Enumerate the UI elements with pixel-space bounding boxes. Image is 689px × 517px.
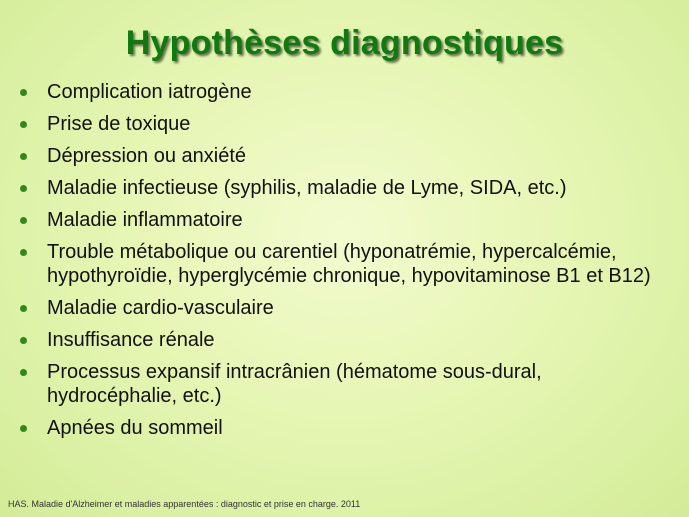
- bullet-list: [20, 80, 660, 448]
- slide-footer-citation: HAS. Maladie d'Alzheimer et maladies apparentées : diagnostic et prise en charge. 2011: [8, 499, 361, 509]
- bullet-item: [20, 360, 660, 408]
- bullet-dot-icon: [20, 89, 27, 96]
- bullet-item: [20, 112, 660, 136]
- bullet-item: [20, 328, 660, 352]
- bullet-item: [20, 208, 660, 232]
- bullet-dot-icon: [20, 369, 27, 376]
- bullet-dot-icon: [20, 425, 27, 432]
- bullet-item: [20, 176, 660, 200]
- bullet-text: Dépression ou anxiété: [47, 145, 247, 167]
- bullet-text: Processus expansif intracrânien (hématome sous-dural, hydrocéphalie, etc.): [47, 361, 542, 407]
- bullet-text: Maladie cardio-vasculaire: [47, 297, 274, 319]
- bullet-dot-icon: [20, 121, 27, 128]
- bullet-item: [20, 296, 660, 320]
- bullet-text: Complication iatrogène: [47, 81, 252, 103]
- bullet-item: [20, 240, 660, 288]
- bullet-dot-icon: [20, 153, 27, 160]
- bullet-text: Prise de toxique: [47, 113, 191, 135]
- bullet-item: [20, 416, 660, 440]
- bullet-dot-icon: [20, 305, 27, 312]
- bullet-dot-icon: [20, 249, 27, 256]
- bullet-item: [20, 144, 660, 168]
- bullet-text: Insuffisance rénale: [47, 329, 215, 351]
- slide-title: Hypothèses diagnostiques: [125, 24, 564, 62]
- bullet-dot-icon: [20, 217, 27, 224]
- bullet-text: Maladie infectieuse (syphilis, maladie de Lyme, SIDA, etc.): [47, 177, 567, 199]
- bullet-text: Maladie inflammatoire: [47, 209, 243, 231]
- bullet-item: [20, 80, 660, 104]
- bullet-dot-icon: [20, 185, 27, 192]
- bullet-text: Trouble métabolique ou carentiel (hyponatrémie, hypercalcémie, hypothyroïdie, hyperglycémie chronique, hypovitaminose B1 et B12): [47, 241, 651, 287]
- bullet-dot-icon: [20, 337, 27, 344]
- bullet-text: Apnées du sommeil: [47, 417, 223, 439]
